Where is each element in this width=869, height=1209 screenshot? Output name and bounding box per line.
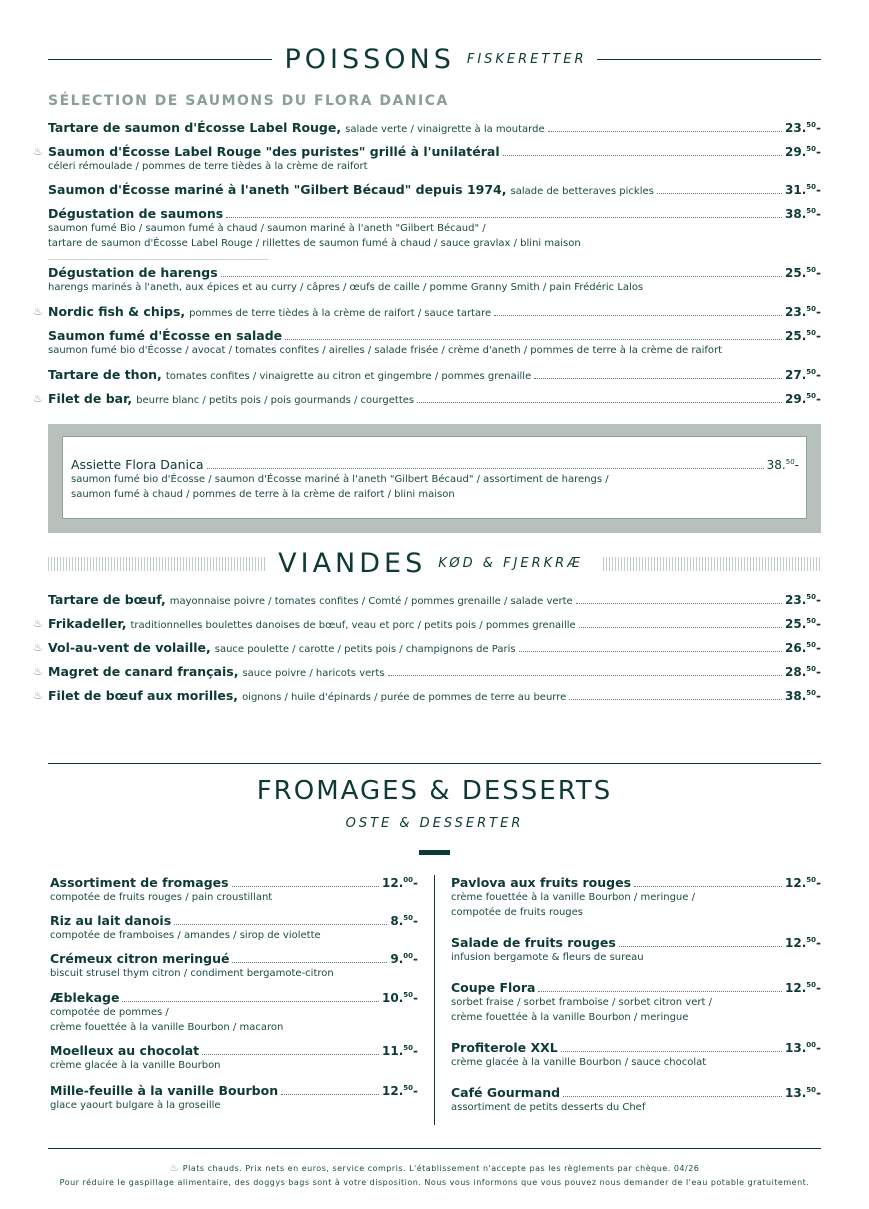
item-name: Salade de fruits rouges bbox=[451, 935, 616, 950]
item-price: 28.50- bbox=[785, 665, 821, 679]
item-description: harengs marinés à l'aneth, aux épices et au curry / câpres / œufs de caille / pomme Granny Smith / pain Frédéric Lalos bbox=[48, 282, 644, 293]
viandes-header bbox=[48, 548, 821, 579]
item-description: compotée de fruits rouges bbox=[451, 907, 584, 918]
assiette-panel bbox=[62, 436, 807, 519]
menu-item bbox=[50, 951, 418, 981]
menu-item bbox=[33, 391, 821, 406]
item-price: 11.50- bbox=[382, 1044, 418, 1058]
item-description: beurre blanc / petits pois / pois gourmands / courgettes bbox=[136, 395, 415, 406]
flame-icon: ♨ bbox=[33, 392, 43, 405]
item-price: 23.50- bbox=[785, 305, 821, 319]
menu-item bbox=[50, 875, 418, 905]
item-price: 8.50- bbox=[390, 914, 418, 928]
item-name: Magret de canard français, bbox=[48, 664, 239, 679]
menu-item bbox=[50, 1083, 418, 1113]
item-price: 23.50- bbox=[785, 593, 821, 607]
item-name: Pavlova aux fruits rouges bbox=[451, 875, 632, 890]
menu-item bbox=[50, 913, 418, 943]
flame-icon: ♨ bbox=[33, 305, 43, 318]
item-name: Profiterole XXL bbox=[451, 1040, 558, 1055]
item-description: sauce poulette / carotte / petits pois / champignons de Paris bbox=[214, 644, 516, 655]
item-description: salade de betteraves pickles bbox=[510, 186, 654, 197]
menu-item bbox=[451, 875, 821, 920]
menu-item bbox=[451, 1040, 821, 1070]
item-price: 26.50- bbox=[785, 641, 821, 655]
item-price: 12.50- bbox=[382, 1084, 418, 1098]
menu-item bbox=[33, 688, 821, 703]
item-name: Saumon d'Écosse Label Rouge "des puristes" grillé à l'unilatéral bbox=[48, 144, 500, 159]
item-name: Saumon d'Écosse mariné à l'aneth "Gilbert Bécaud" depuis 1974, bbox=[48, 182, 507, 197]
item-price: 25.50- bbox=[785, 617, 821, 631]
item-name: Dégustation de harengs bbox=[48, 265, 218, 280]
menu-item bbox=[48, 120, 821, 135]
poissons-header bbox=[48, 44, 821, 75]
item-description: compotée de framboises / amandes / sirop de violette bbox=[50, 930, 321, 941]
item-description: crème glacée à la vanille Bourbon bbox=[50, 1060, 221, 1071]
menu-item bbox=[33, 304, 821, 319]
menu-item bbox=[451, 935, 821, 965]
menu-item bbox=[48, 592, 821, 607]
item-description: biscuit strusel thym citron / condiment bergamote-citron bbox=[50, 968, 334, 979]
menu-item bbox=[48, 328, 821, 358]
item-name: Filet de bar, bbox=[48, 391, 133, 406]
menu-item bbox=[48, 367, 821, 382]
item-price: 29.50- bbox=[785, 145, 821, 159]
item-price: 38.50- bbox=[785, 207, 821, 221]
viandes-title: VIANDES bbox=[278, 548, 427, 579]
item-description: glace yaourt bulgare à la groseille bbox=[50, 1100, 221, 1111]
menu-item bbox=[50, 990, 418, 1035]
item-description: oignons / huile d'épinards / purée de pommes de terre au beurre bbox=[242, 692, 567, 703]
menu-item bbox=[33, 640, 821, 655]
menu-item bbox=[48, 206, 821, 251]
item-name: Frikadeller, bbox=[48, 616, 127, 631]
item-name: Tartare de bœuf, bbox=[48, 592, 166, 607]
item-price: 29.50- bbox=[785, 392, 821, 406]
menu-item bbox=[33, 616, 821, 631]
footer-line-2: Pour réduire le gaspillage alimentaire, des doggys bags sont à votre disposition. Nous vous informons que vous pouvez nous demander de l'eau potable gratuitement. bbox=[59, 1178, 810, 1187]
item-price: 12.50- bbox=[785, 936, 821, 950]
flame-icon: ♨ bbox=[33, 689, 43, 702]
item-price: 31.50- bbox=[785, 183, 821, 197]
item-name: Saumon fumé d'Écosse en salade bbox=[48, 328, 283, 343]
menu-item bbox=[33, 144, 821, 174]
flame-icon: ♨ bbox=[33, 617, 43, 630]
flame-icon: ♨ bbox=[169, 1163, 183, 1174]
menu-item bbox=[48, 265, 821, 295]
item-description: compotée de fruits rouges / pain croustillant bbox=[50, 892, 273, 903]
item-name: Moelleux au chocolat bbox=[50, 1043, 200, 1058]
item-name: Café Gourmand bbox=[451, 1085, 561, 1100]
item-description: salade verte / vinaigrette à la moutarde bbox=[345, 124, 545, 135]
ornament bbox=[603, 557, 821, 571]
flame-icon: ♨ bbox=[33, 145, 43, 158]
item-price: 27.50- bbox=[785, 368, 821, 382]
flame-icon: ♨ bbox=[33, 641, 43, 654]
poissons-subtitle: FISKERETTER bbox=[466, 52, 587, 67]
divider bbox=[48, 259, 268, 260]
item-price: 13.00- bbox=[785, 1041, 821, 1055]
item-price: 13.50- bbox=[785, 1086, 821, 1100]
item-name: Tartare de saumon d'Écosse Label Rouge, bbox=[48, 120, 342, 135]
item-name: Filet de bœuf aux morilles, bbox=[48, 688, 239, 703]
item-price: 23.50- bbox=[785, 121, 821, 135]
item-description: traditionnelles boulettes danoises de bœuf, veau et porc / petits pois / pommes grenaille bbox=[130, 620, 576, 631]
item-description: infusion bergamote & fleurs de sureau bbox=[451, 952, 644, 963]
footer-note bbox=[0, 1163, 869, 1174]
menu-item bbox=[33, 664, 821, 679]
desserts-title: FROMAGES & DESSERTS bbox=[256, 776, 613, 806]
item-price: 10.50- bbox=[382, 991, 418, 1005]
footer-line-1: Plats chauds. Prix nets en euros, service compris. L'établissement n'accepte pas les règlements par chèque. 04/26 bbox=[182, 1164, 700, 1173]
item-price: 9.00- bbox=[390, 952, 418, 966]
decorative-bar bbox=[419, 850, 450, 855]
item-name: Assortiment de fromages bbox=[50, 875, 229, 890]
item-description: mayonnaise poivre / tomates confites / Comté / pommes grenaille / salade verte bbox=[169, 596, 573, 607]
item-name: Mille-feuille à la vanille Bourbon bbox=[50, 1083, 279, 1098]
menu-item bbox=[451, 980, 821, 1025]
divider bbox=[48, 763, 821, 764]
item-description: saumon fumé bio d'Écosse / avocat / tomates confites / airelles / salade frisée / crème d'aneth / pommes de terre à la crème de raifort bbox=[48, 345, 723, 356]
item-description: saumon fumé bio d'Écosse / saumon d'Écosse mariné à l'aneth "Gilbert Bécaud" / assortiment de harengs / bbox=[71, 474, 609, 485]
item-name: Tartare de thon, bbox=[48, 367, 162, 382]
ornament bbox=[48, 557, 266, 571]
menu-item bbox=[71, 457, 799, 502]
item-description: compotée de pommes / bbox=[50, 1007, 169, 1018]
item-description: pommes de terre tièdes à la crème de raifort / sauce tartare bbox=[189, 308, 492, 319]
assiette-box bbox=[48, 424, 821, 533]
item-price: 25.50- bbox=[785, 329, 821, 343]
item-price: 38.50- bbox=[766, 458, 799, 472]
item-price: 38.50- bbox=[785, 689, 821, 703]
item-description: tomates confites / vinaigrette au citron et gingembre / pommes grenaille bbox=[165, 371, 532, 382]
item-description: crème glacée à la vanille Bourbon / sauce chocolat bbox=[451, 1057, 707, 1068]
item-name: Nordic fish & chips, bbox=[48, 304, 186, 319]
item-price: 12.50- bbox=[785, 876, 821, 890]
item-name: Æblekage bbox=[50, 990, 120, 1005]
item-name: Vol-au-vent de volaille, bbox=[48, 640, 211, 655]
item-description: crème fouettée à la vanille Bourbon / meringue bbox=[451, 1012, 689, 1023]
header-rule bbox=[48, 59, 272, 60]
item-description: saumon fumé à chaud / pommes de terre à la crème de raifort / blini maison bbox=[71, 489, 455, 500]
item-description: tartare de saumon d'Écosse Label Rouge / rillettes de saumon fumé à chaud / sauce gravlax / blini maison bbox=[48, 238, 581, 249]
item-name: Coupe Flora bbox=[451, 980, 536, 995]
menu-item bbox=[451, 1085, 821, 1115]
item-description: assortiment de petits desserts du Chef bbox=[451, 1102, 646, 1113]
item-description: sauce poivre / haricots verts bbox=[242, 668, 385, 679]
viandes-subtitle: KØD & FJERKRÆ bbox=[438, 556, 583, 571]
item-name: Riz au lait danois bbox=[50, 913, 172, 928]
salmon-selection-heading: SÉLECTION DE SAUMONS DU FLORA DANICA bbox=[48, 93, 449, 109]
item-description: crème fouettée à la vanille Bourbon / meringue / bbox=[451, 892, 695, 903]
divider bbox=[48, 1148, 821, 1149]
item-price: 25.50- bbox=[785, 266, 821, 280]
flame-icon: ♨ bbox=[33, 665, 43, 678]
poissons-title: POISSONS bbox=[284, 44, 455, 75]
item-price: 12.50- bbox=[785, 981, 821, 995]
desserts-subtitle: OSTE & DESSERTER bbox=[345, 816, 524, 831]
item-name: Crémeux citron meringué bbox=[50, 951, 230, 966]
column-divider bbox=[434, 875, 435, 1125]
item-description: crème fouettée à la vanille Bourbon / macaron bbox=[50, 1022, 284, 1033]
menu-item bbox=[50, 1043, 418, 1073]
item-price: 12.00- bbox=[382, 876, 418, 890]
item-description: céleri rémoulade / pommes de terre tièdes à la crème de raifort bbox=[48, 161, 368, 172]
item-description: saumon fumé Bio / saumon fumé à chaud / saumon mariné à l'aneth "Gilbert Bécaud" / bbox=[48, 223, 486, 234]
item-description: sorbet fraise / sorbet framboise / sorbet citron vert / bbox=[451, 997, 712, 1008]
item-name: Assiette Flora Danica bbox=[71, 457, 204, 472]
header-rule bbox=[597, 59, 821, 60]
item-name: Dégustation de saumons bbox=[48, 206, 224, 221]
menu-item bbox=[48, 182, 821, 197]
